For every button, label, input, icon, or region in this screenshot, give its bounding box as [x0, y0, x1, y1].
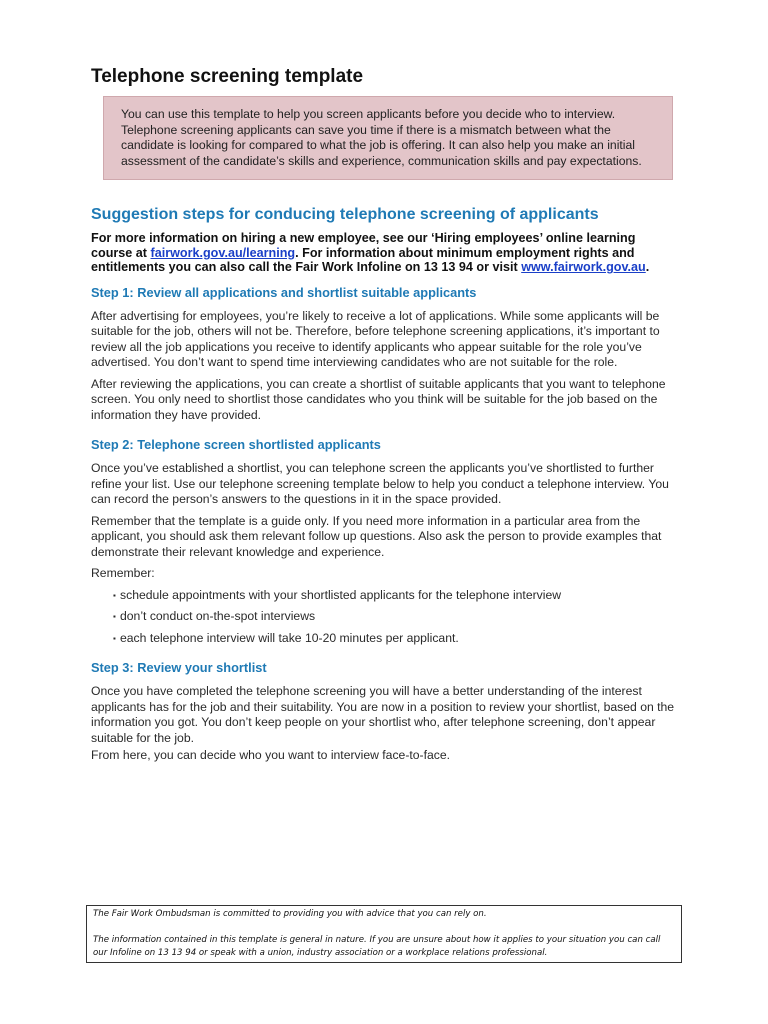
- info-paragraph: [91, 231, 676, 275]
- step3-paragraph-1: Once you have completed the telephone screening you will have a better understanding of the interest applicants has for the job and their suitability. You are now in a position to review your shortlist, based on the information you got. You don’t keep people on your shortlist who, after telephone screening, don’t appear suitable for the job.: [91, 684, 675, 745]
- document-page: [91, 66, 676, 770]
- info-text-part2: . For information about minimum employment rights and entitlements you can also call the Fair Work Infoline on 13 13 94 or visit: [91, 245, 635, 275]
- step3-paragraph-2: From here, you can decide who you want to interview face-to-face.: [91, 748, 451, 763]
- list-item: [91, 631, 676, 647]
- disclaimer-spacer: [93, 921, 675, 934]
- bullet-icon: ▪: [113, 633, 116, 643]
- fairwork-link[interactable]: www.fairwork.gov.au: [521, 260, 646, 275]
- bullet-icon: ▪: [113, 612, 116, 622]
- step2-paragraph-2: Remember that the template is a guide only. If you need more information in a particular area from the applicant, you should ask them relevant follow up questions. Also ask the person to provide examples that demonstrate their relevant knowledge and experience.: [91, 513, 662, 559]
- disclaimer-box: [86, 905, 682, 963]
- info-text-part1: For more information on hiring a new employee, see our ‘Hiring employees’ online learning course at: [91, 231, 636, 260]
- list-item: [91, 588, 676, 604]
- step1-paragraph-2: After reviewing the applications, you can create a shortlist of suitable applicants that you want to telephone screen. You only need to shortlist those candidates who you think will be suitable for the job based on the information they have provided.: [91, 376, 666, 422]
- remember-label: Remember:: [91, 566, 155, 581]
- intro-box: [103, 96, 673, 180]
- step2-paragraph-1: Once you’ve established a shortlist, you can telephone screen the applicants you’ve shortlisted to further refine your list. Use our telephone screening template below to help you conduct a telephone interview. You can record the person’s answers to the questions in it in the space provided.: [91, 461, 669, 507]
- list-item: [91, 609, 676, 625]
- list-item-text: schedule appointments with your shortlisted applicants for the telephone interview: [120, 587, 562, 602]
- bullet-icon: ▪: [113, 590, 116, 600]
- step3-heading: Step 3: Review your shortlist: [91, 660, 267, 676]
- page-title: Telephone screening template: [91, 66, 364, 87]
- step1-heading: Step 1: Review all applications and shortlist suitable applicants: [91, 284, 477, 300]
- learning-link[interactable]: fairwork.gov.au/learning: [150, 245, 296, 260]
- intro-text: You can use this template to help you screen applicants before you decide who to interview. Telephone screening applicants can save you time if there is a mismatch between what the candidate is looking for compared to what the job is offering. It can also help you make an initial assessment of the candidate’s skills and experience, communication skills and pay expectations.: [121, 107, 642, 168]
- step1-paragraph-1: After advertising for employees, you’re likely to receive a lot of applications. While some applicants will be suitable for the job, others will not be. Therefore, before telephone screening applications, it’s important to review all the job applications you receive to identify applicants who appear suitable for the role you’ve advertised. You don’t want to spend time interviewing candidates who are not suitable for the role.: [91, 308, 660, 370]
- list-item-text: don’t conduct on-the-spot interviews: [120, 609, 316, 624]
- disclaimer-line-1: The Fair Work Ombudsman is committed to providing you with advice that you can rely on.: [93, 909, 487, 919]
- list-item-text: each telephone interview will take 10-20 minutes per applicant.: [120, 630, 459, 645]
- remember-list: [91, 588, 676, 647]
- step2-heading: Step 2: Telephone screen shortlisted applicants: [91, 437, 381, 453]
- disclaimer-line-2: The information contained in this template is general in nature. If you are unsure about how it applies to your situation you can call our Infoline on 13 13 94 or speak with a union, industry association or a workplace relations professional.: [93, 935, 661, 958]
- section-heading: Suggestion steps for conducing telephone screening of applicants: [91, 206, 599, 224]
- info-text-part3: .: [645, 260, 650, 275]
